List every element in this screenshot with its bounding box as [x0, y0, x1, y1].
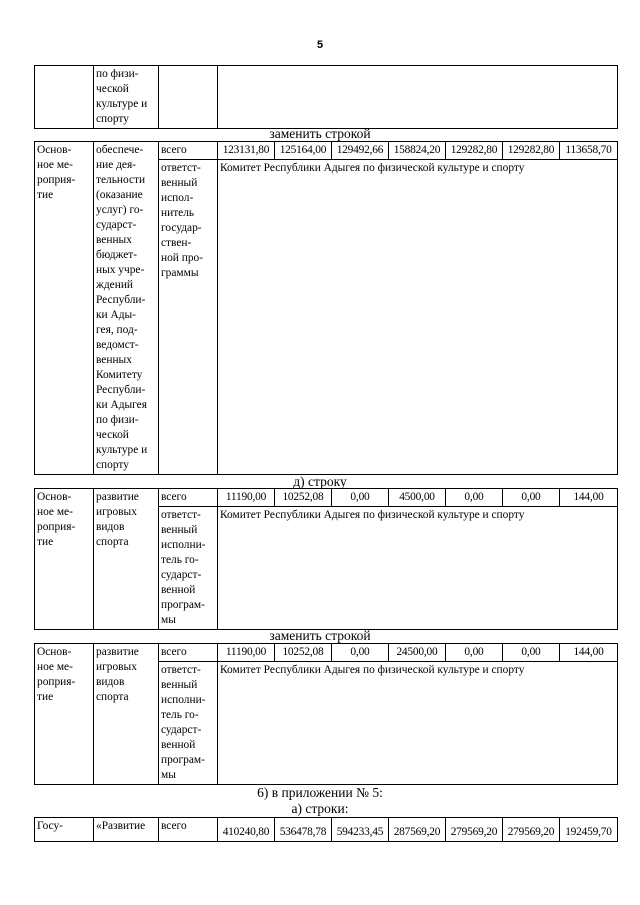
cell-empty — [218, 66, 618, 129]
cell-type: Основ- ное ме- роприя- тие — [35, 644, 94, 785]
cell-executor: Комитет Республики Адыгея по физической культуре и спорту — [218, 160, 618, 475]
cell-value: 287569,20 — [389, 818, 446, 842]
cell-value: 594233,45 — [332, 818, 389, 842]
table-appendix-5 — [34, 817, 618, 842]
cell-value: 10252,08 — [275, 489, 332, 507]
cell-type: Основ- ное ме- роприя- тие — [35, 489, 94, 630]
cell-value: 279569,20 — [446, 818, 503, 842]
caption-row-d: д) строку — [293, 474, 347, 489]
cell-value: 129492,66 — [332, 142, 389, 160]
table-replacement-1 — [34, 141, 618, 475]
cell-value: 4500,00 — [389, 489, 446, 507]
cell-program-name: «Развитие — [94, 818, 159, 842]
cell-value: 125164,00 — [275, 142, 332, 160]
cell-value: 113658,70 — [560, 142, 618, 160]
cell-role: ответст- венный исполни- тель го- сударст- венной програм- мы — [159, 662, 218, 785]
cell-executor: Комитет Республики Адыгея по физической культуре и спорту — [218, 662, 618, 785]
cell-type: Госу- — [35, 818, 94, 842]
cell-role: ответст- венный исполни- тель го- сударст- венной програм- мы — [159, 507, 218, 630]
cell-total-label: всего — [159, 818, 218, 842]
table-original-d — [34, 488, 618, 630]
caption-replace-1: заменить строкой — [269, 126, 371, 141]
cell-value: 279569,20 — [503, 818, 560, 842]
cell-value: 144,00 — [560, 489, 618, 507]
cell-value: 123131,80 — [218, 142, 275, 160]
cell-name-fragment: по физи- ческой культуре и спорту — [94, 66, 159, 129]
caption-rows-a: а) строки: — [291, 801, 349, 816]
cell-value: 24500,00 — [389, 644, 446, 662]
cell-value: 158824,20 — [389, 142, 446, 160]
cell-total-label: всего — [159, 489, 218, 507]
cell-type: Основ- ное ме- роприя- тие — [35, 142, 94, 475]
cell-value: 0,00 — [503, 644, 560, 662]
cell-activity-name: обеспече- ние дея- тельности (оказание услуг) го- сударст- венных бюджет- ных учре- ждений Республи- ки Ады- гея, под- ведомст- венных Комитету Республи- ки Адыгея по физи- ческой культуре и спорту — [94, 142, 159, 475]
cell-value: 11190,00 — [218, 489, 275, 507]
cell-value: 0,00 — [332, 644, 389, 662]
cell-activity-name: развитие игровых видов спорта — [94, 644, 159, 785]
cell-value: 129282,80 — [503, 142, 560, 160]
cell-value: 192459,70 — [560, 818, 618, 842]
cell-value: 0,00 — [332, 489, 389, 507]
cell-role: ответст- венный испол- нитель государ- ствен- ной про- граммы — [159, 160, 218, 475]
cell-value: 536478,78 — [275, 818, 332, 842]
caption-replace-2: заменить строкой — [269, 628, 371, 643]
cell-total-label: всего — [159, 142, 218, 160]
table-continuation — [34, 65, 618, 129]
cell-value: 10252,08 — [275, 644, 332, 662]
cell-value: 0,00 — [503, 489, 560, 507]
cell-empty — [159, 66, 218, 129]
cell-value: 0,00 — [446, 489, 503, 507]
cell-executor: Комитет Республики Адыгея по физической культуре и спорту — [218, 507, 618, 630]
cell-value: 0,00 — [446, 644, 503, 662]
page-number: 5 — [316, 39, 324, 51]
cell-empty — [35, 66, 94, 129]
cell-activity-name: развитие игровых видов спорта — [94, 489, 159, 630]
cell-value: 11190,00 — [218, 644, 275, 662]
cell-total-label: всего — [159, 644, 218, 662]
caption-appendix-5: 6) в приложении № 5: — [257, 785, 383, 800]
table-replacement-2 — [34, 643, 618, 785]
cell-value: 129282,80 — [446, 142, 503, 160]
cell-value: 410240,80 — [218, 818, 275, 842]
cell-value: 144,00 — [560, 644, 618, 662]
